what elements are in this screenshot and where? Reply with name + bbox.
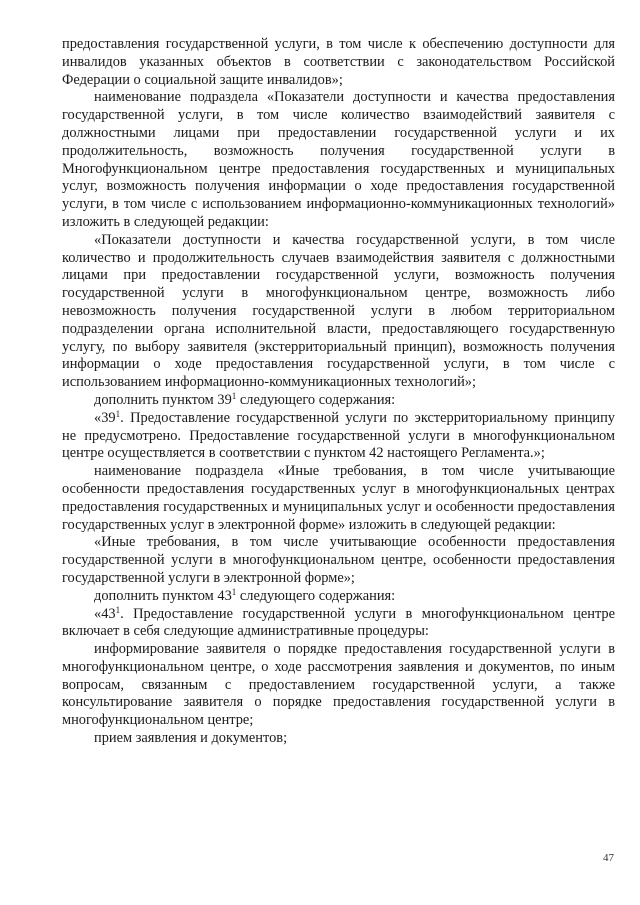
paragraph: «Иные требования, в том числе учитывающие особенности предоставления государственной услуги в многофункциональном центре, особенности предоставления государственной услуги в электронной форме»;: [62, 534, 615, 586]
paragraph: дополнить пунктом $43^1$ следующего содержания:: [94, 586, 396, 604]
paragraph: предоставления государственной услуги, в том числе к обеспечению доступности для инвалидов указанных объектов в соответствии с законодательством Российской Федерации о социальной защите инвалидов»;: [62, 36, 615, 88]
superscript: 1: [115, 408, 121, 419]
paragraph: «$43^1$. Предоставление государственной услуги в многофункциональном центре включает в себя следующие административные процедуры:: [62, 604, 615, 640]
paragraph: «Показатели доступности и качества государственной услуги, в том числе количество и продолжительность случаев взаимодействия заявителя с должностными лицами при предоставлении государственной услуги, возможность получения государственной услуги в многофункциональном центре, возможность либо невозможность получения государственной услуги в любом территориальном подразделении органа исполнительной власти, предоставляющего государственную услугу, по выбору заявителя (экстерриториальный принцип), возможность получения информации о ходе предоставления государственной услуги, в том числе с использованием информационно-коммуникационных технологий»;: [62, 231, 615, 391]
paragraph: прием заявления и документов;: [94, 730, 288, 747]
superscript: 1: [115, 604, 121, 615]
page-number: 47: [603, 852, 614, 864]
document-body: [62, 36, 615, 748]
paragraph: наименование подраздела «Иные требования, в том числе учитывающие особенности предоставления государственных услуг в многофункциональных центрах предоставления государственных и муниципальных услуг и особенности предоставления государственных услуг в электронной форме» изложить в следующей редакции:: [62, 463, 615, 533]
superscript: 1: [231, 586, 237, 597]
paragraph: наименование подраздела «Показатели доступности и качества предоставления государственной услуги, в том числе количество взаимодействий заявителя с должностными лицами при предоставлении государственной услуги и их продолжительность, возможность получения государственной услуги в Многофункциональном центре предоставления государственных и муниципальных услуг, возможность получения информации о ходе предоставления государственной услуги, в том числе с использованием информационно-коммуникационных технологий» изложить в следующей редакции:: [62, 89, 615, 230]
paragraph: дополнить пунктом $39^1$ следующего содержания:: [94, 390, 396, 408]
superscript: 1: [231, 390, 237, 401]
paragraph: «$39^1$. Предоставление государственной услуги по экстерриториальному принципу не предусмотрено. Предоставление государственной услуги в многофункциональном центре осуществляется в соответствии с пунктом 42 настоящего Регламента.»;: [62, 408, 615, 462]
paragraph: информирование заявителя о порядке предоставления государственной услуги в многофункциональном центре, о ходе рассмотрения заявления и документов, по иным вопросам, связанным с предоставлением государственной услуги, а также консультирование заявителя о порядке предоставления государственной услуги в многофункциональном центре;: [62, 641, 615, 729]
